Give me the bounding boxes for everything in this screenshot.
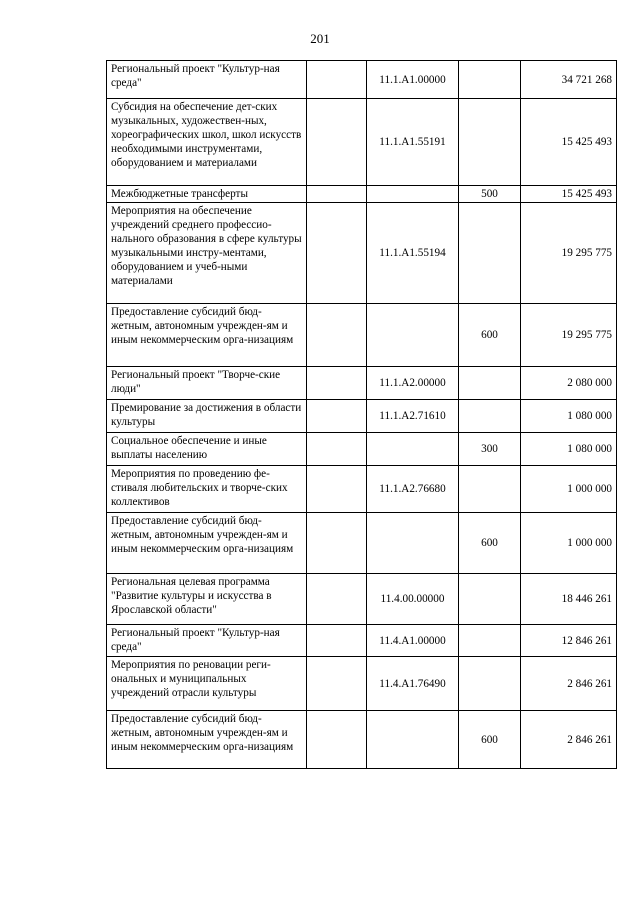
row-amount: 1 000 000 (521, 513, 617, 574)
row-amount: 18 446 261 (521, 574, 617, 625)
row-amount: 2 846 261 (521, 657, 617, 711)
row-expense-type: 600 (459, 513, 521, 574)
row-blank (307, 513, 367, 574)
row-blank (307, 711, 367, 769)
table-row (107, 574, 617, 625)
row-expense-type (459, 625, 521, 657)
table-row (107, 61, 617, 99)
row-code: 11.1.A1.55194 (367, 203, 459, 304)
row-code: 11.4.A1.00000 (367, 625, 459, 657)
table-row (107, 433, 617, 466)
row-code (367, 513, 459, 574)
table-row (107, 513, 617, 574)
budget-table (106, 60, 617, 769)
row-name: Субсидия на обеспечение дет-ских музыкальных, художествен-ных, хореографических школ, школ искусств необходимыми инструментами, оборудованием и материалами (107, 99, 307, 186)
row-expense-type (459, 466, 521, 513)
row-expense-type (459, 99, 521, 186)
row-expense-type (459, 61, 521, 99)
row-amount: 19 295 775 (521, 203, 617, 304)
row-amount: 1 080 000 (521, 433, 617, 466)
table-row (107, 625, 617, 657)
row-name: Региональный проект "Творче-ские люди" (107, 367, 307, 400)
row-name: Мероприятия на обеспечение учреждений среднего профессио-нального образования в сфере культуры музыкальными инстру-ментами, оборудованием и учеб-ными материалами (107, 203, 307, 304)
page-number: 201 (310, 31, 330, 46)
row-name: Мероприятия по проведению фе-стиваля любительских и творче-ских коллективов (107, 466, 307, 513)
row-expense-type (459, 367, 521, 400)
row-amount: 34 721 268 (521, 61, 617, 99)
row-amount: 19 295 775 (521, 304, 617, 367)
row-code: 11.1.A2.71610 (367, 400, 459, 433)
row-blank (307, 304, 367, 367)
row-expense-type (459, 400, 521, 433)
row-expense-type (459, 203, 521, 304)
row-code: 11.1.A2.00000 (367, 367, 459, 400)
table-row (107, 203, 617, 304)
row-name: Региональный проект "Культур-ная среда" (107, 625, 307, 657)
row-blank (307, 574, 367, 625)
row-amount: 15 425 493 (521, 186, 617, 203)
row-blank (307, 61, 367, 99)
row-expense-type (459, 574, 521, 625)
row-blank (307, 466, 367, 513)
row-name: Предоставление субсидий бюд-жетным, автономным учрежден-ям и иным некоммерческим орга-низациям (107, 513, 307, 574)
row-expense-type (459, 657, 521, 711)
row-blank (307, 203, 367, 304)
table-row (107, 657, 617, 711)
row-code: 11.4.A1.76490 (367, 657, 459, 711)
row-code: 11.4.00.00000 (367, 574, 459, 625)
row-blank (307, 657, 367, 711)
row-name: Региональная целевая программа "Развитие культуры и искусства в Ярославской области" (107, 574, 307, 625)
row-code (367, 711, 459, 769)
row-name: Предоставление субсидий бюд-жетным, автономным учрежден-ям и иным некоммерческим орга-низациям (107, 304, 307, 367)
row-code (367, 433, 459, 466)
row-expense-type: 600 (459, 304, 521, 367)
row-name: Межбюджетные трансферты (107, 186, 307, 203)
row-code: 11.1.A1.55191 (367, 99, 459, 186)
row-amount: 2 846 261 (521, 711, 617, 769)
row-name: Премирование за достижения в области культуры (107, 400, 307, 433)
row-blank (307, 433, 367, 466)
row-blank (307, 99, 367, 186)
row-name: Региональный проект "Культур-ная среда" (107, 61, 307, 99)
row-code: 11.1.A1.00000 (367, 61, 459, 99)
row-amount: 2 080 000 (521, 367, 617, 400)
row-amount: 1 080 000 (521, 400, 617, 433)
row-blank (307, 625, 367, 657)
table-row (107, 711, 617, 769)
row-expense-type: 500 (459, 186, 521, 203)
row-blank (307, 400, 367, 433)
row-amount: 12 846 261 (521, 625, 617, 657)
row-name: Предоставление субсидий бюд-жетным, автономным учрежден-ям и иным некоммерческим орга-низациям (107, 711, 307, 769)
table-row (107, 99, 617, 186)
table-row (107, 466, 617, 513)
table-row (107, 186, 617, 203)
table-row (107, 400, 617, 433)
row-amount: 15 425 493 (521, 99, 617, 186)
row-expense-type: 600 (459, 711, 521, 769)
row-code (367, 186, 459, 203)
row-expense-type: 300 (459, 433, 521, 466)
row-amount: 1 000 000 (521, 466, 617, 513)
row-blank (307, 367, 367, 400)
table-row (107, 304, 617, 367)
row-blank (307, 186, 367, 203)
row-name: Мероприятия по реновации реги-ональных и муниципальных учреждений отрасли культуры (107, 657, 307, 711)
row-code: 11.1.A2.76680 (367, 466, 459, 513)
row-name: Социальное обеспечение и иные выплаты населению (107, 433, 307, 466)
table-row (107, 367, 617, 400)
row-code (367, 304, 459, 367)
